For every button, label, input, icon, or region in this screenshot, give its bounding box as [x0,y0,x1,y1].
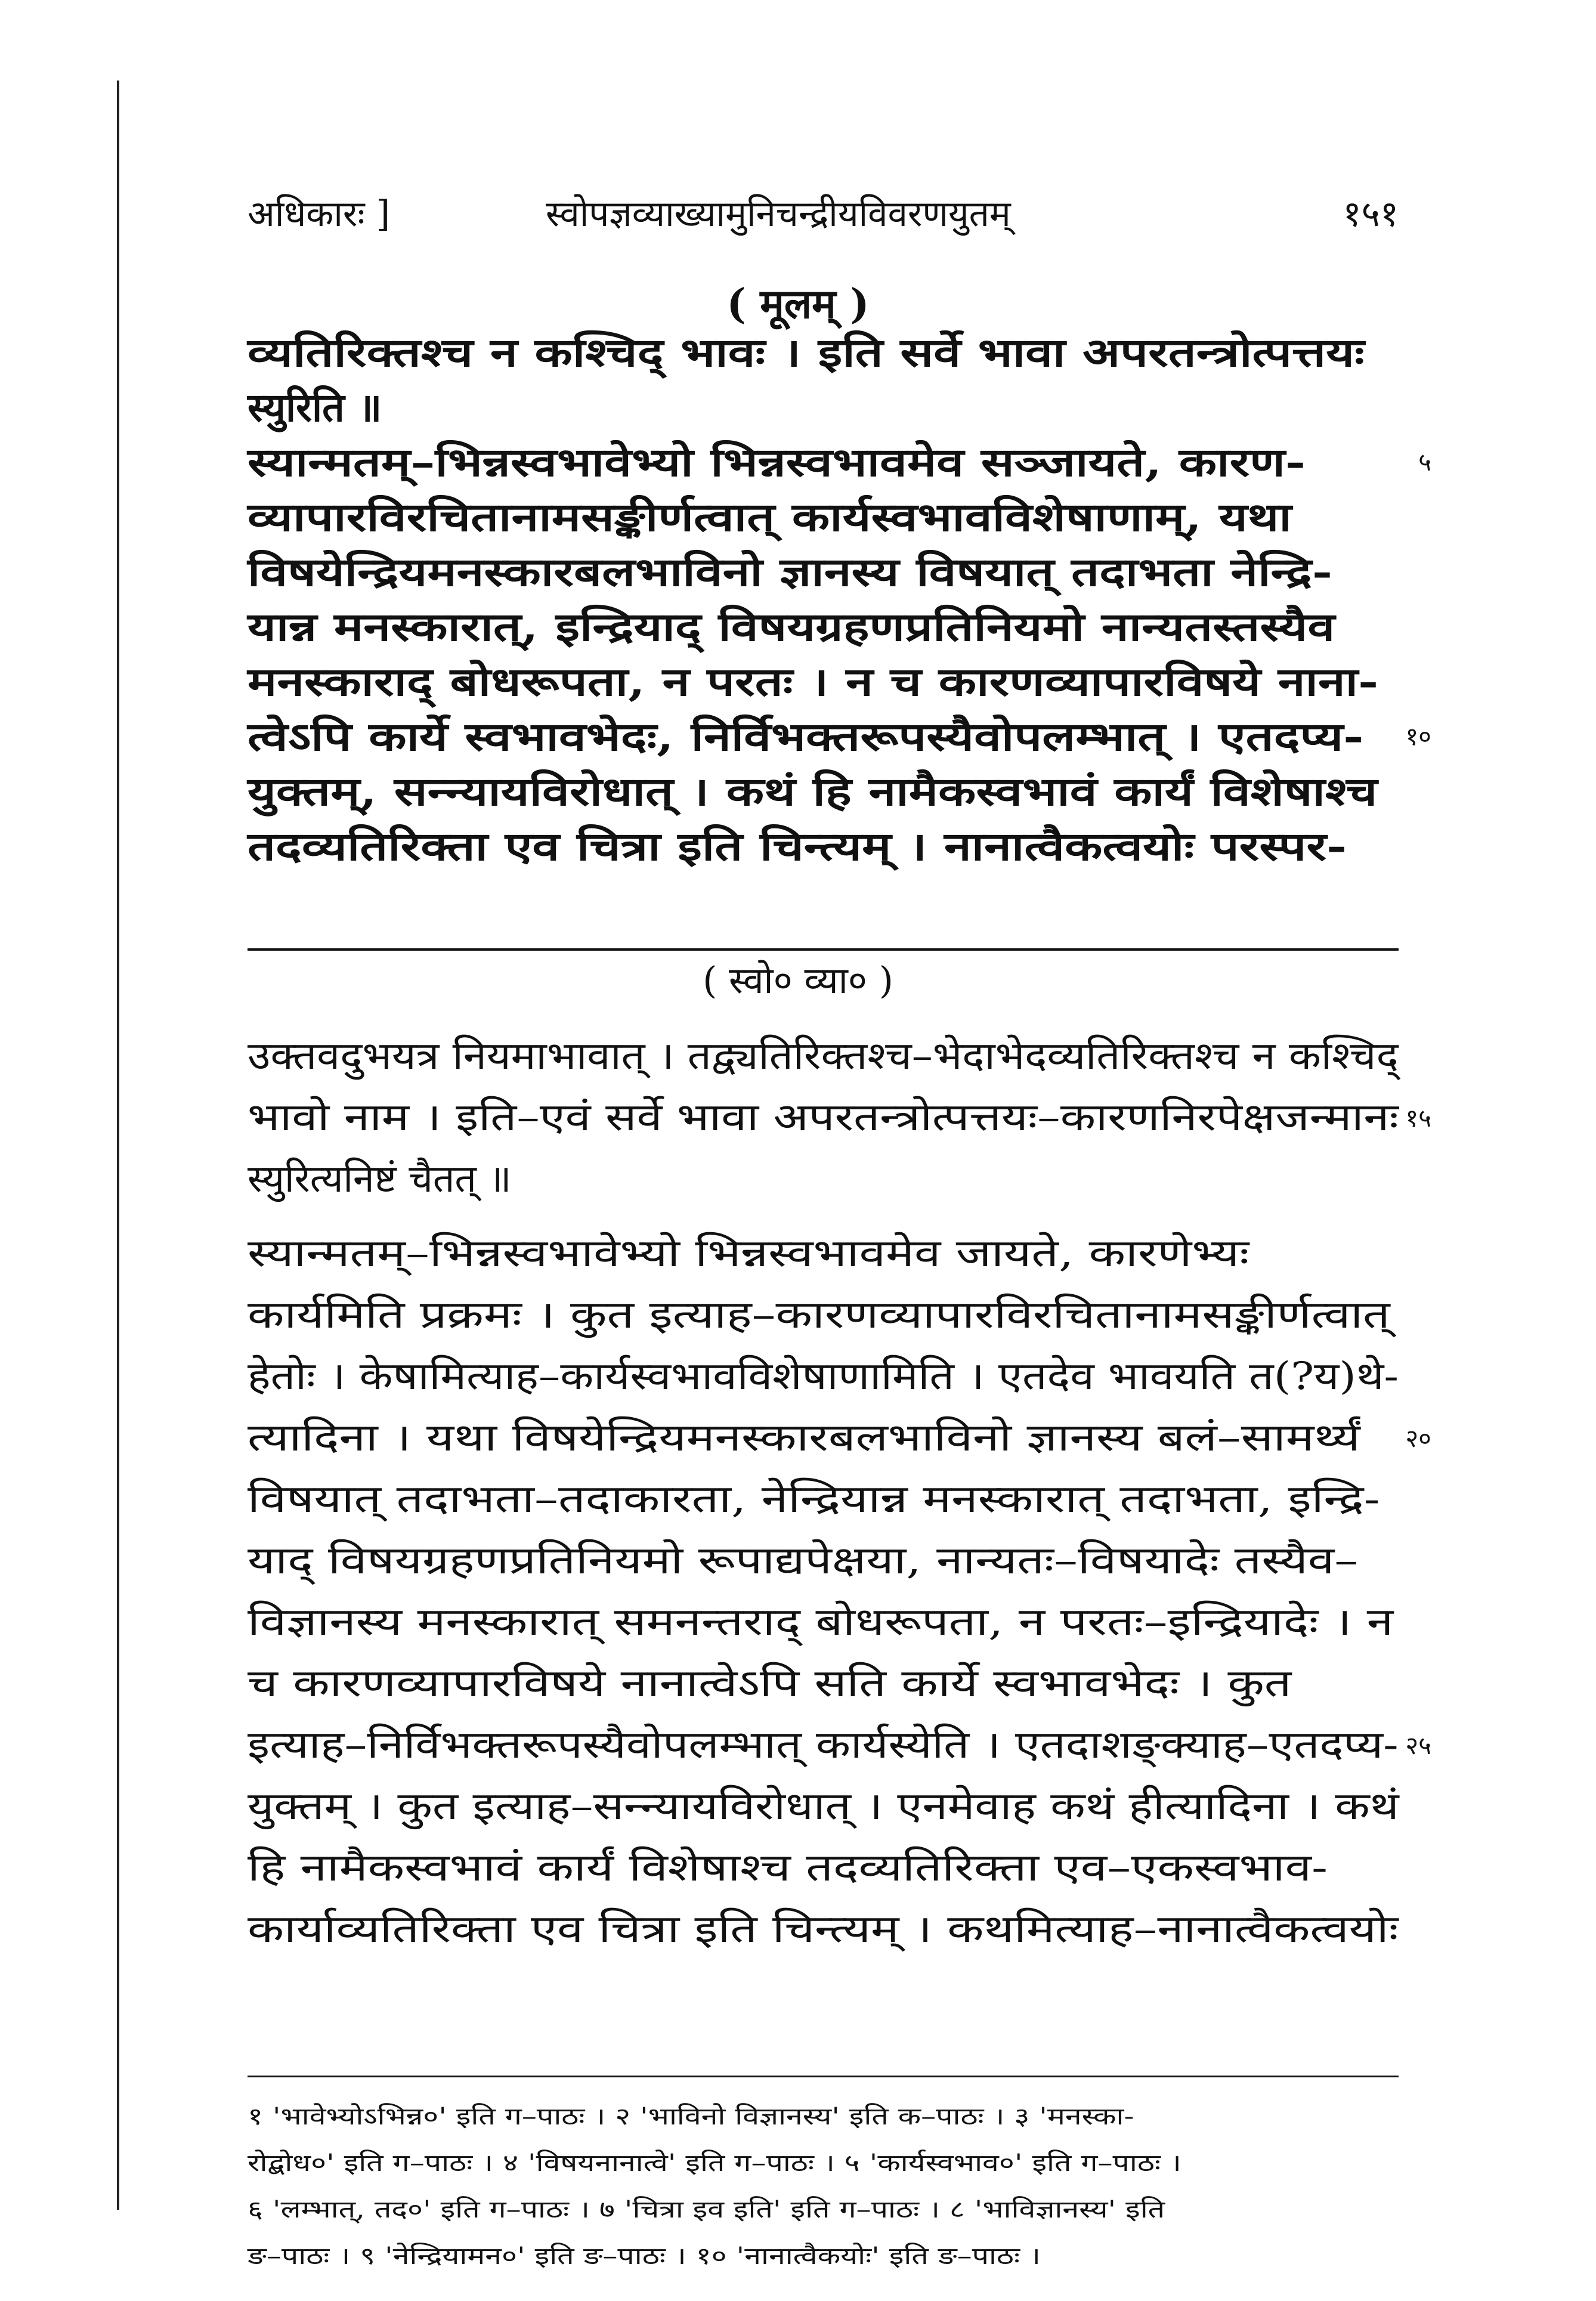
header-book-title: स्वोपज्ञव्याख्यामुनिचन्द्रीयविवरणयुतम् [546,193,1011,235]
text-line [248,764,1399,819]
line-number: १० [1405,722,1431,751]
paragraph-gap [248,1210,1399,1223]
binding-line [117,81,119,2210]
mula-text [248,325,1431,874]
text-line [248,1346,1399,1408]
text-line [248,1408,1431,1469]
line-text: स्युरित्यनिष्टं चैतत् ॥ [248,1157,512,1201]
text-line [248,435,1431,490]
commentary-text [248,1026,1431,1960]
footnotes [248,2093,1399,2280]
line-text: त्वेऽपि कार्ये स्वभावभेदः, निर्विभक्तरूपस्यैवोपलम्भात् । एतदप्य- [248,713,1364,760]
line-text: तदव्यतिरिक्ता एव चित्रा इति चिन्त्यम् । नानात्वैकत्वयोः परस्पर- [248,823,1347,870]
line-text: मनस्काराद् बोधरूपता, न परतः । न च कारणव्यापारविषये नाना- [248,658,1379,705]
text-line [248,1087,1431,1149]
text-line [248,709,1431,764]
text-line [248,545,1399,599]
running-header [248,188,1399,248]
text-line [248,1592,1399,1653]
line-text: कार्याव्यतिरिक्ता एव चित्रा इति चिन्त्यम् । कथमित्याह–नानात्वैकत्वयोः [248,1907,1399,1951]
section-divider [248,948,1399,951]
line-text: इत्याह–निर्विभक्तरूपस्यैवोपलम्भात् कार्यस्येति । एतदाशङ्क्याह–एतदप्य- [248,1723,1399,1767]
line-text: स्यान्मतम्–भिन्नस्वभावेभ्यो भिन्नस्वभावमेव सञ्जायते, कारण- [248,439,1306,485]
text-line [248,1026,1399,1087]
text-line [248,1469,1399,1530]
text-line [248,1776,1399,1838]
text-line [248,1223,1399,1285]
line-text: कार्यमिति प्रक्रमः । कुत इत्याह–कारणव्यापारविरचितानामसङ्कीर्णत्वात् [248,1293,1390,1337]
line-text: विषयात् तदाभता–तदाकारता, नेन्द्रियान्न मनस्कारात् तदाभता, इन्द्रि- [248,1477,1380,1521]
line-text: यान्न मनस्कारात्, इन्द्रियाद् विषयग्रहणप्रतिनियमो नान्यतस्तस्यैव [248,604,1335,650]
text-line [248,1530,1399,1592]
line-text: हेतोः । केषामित्याह–कार्यस्वभावविशेषाणामिति । एतदेव भावयति त(?य)थे- [248,1354,1399,1399]
line-text: स्यान्मतम्–भिन्नस्वभावेभ्यो भिन्नस्वभावमेव जायते, कारणेभ्यः [248,1232,1249,1276]
line-text: भावो नाम । इति–एवं सर्वे भावा अपरतन्त्रोत्पत्तयः–कारणनिरपेक्षजन्मानः [248,1096,1399,1140]
header-chapter: अधिकारः ] [248,193,391,235]
line-text: स्युरिति ॥ [248,384,382,431]
text-line [248,599,1399,654]
line-text: व्यतिरिक्तश्च न कश्चिद् भावः । इति सर्वे भावा अपरतन्त्रोत्पत्तयः [248,329,1365,376]
text-line [248,380,1399,435]
footnote-divider [248,2076,1399,2077]
line-text: च कारणव्यापारविषये नानात्वेऽपि सति कार्ये स्वभावभेदः । कुत [248,1662,1292,1706]
line-text: व्यापारविरचितानामसङ्कीर्णत्वात् कार्यस्वभावविशेषाणाम्, यथा [248,494,1292,540]
line-number: १५ [1405,1103,1431,1133]
text-line [248,1653,1399,1715]
line-text: विज्ञानस्य मनस्कारात् समनन्तराद् बोधरूपता, न परतः–इन्द्रियादेः । न [248,1600,1394,1644]
line-text: उक्तवदुभयत्र नियमाभावात् । तद्व्यतिरिक्तश्च–भेदाभेदव्यतिरिक्तश्च न कश्चिद् [248,1034,1399,1078]
mula-section-title: ( मूलम् ) [726,280,870,328]
commentary-section-title: ( स्वो० व्या० ) [703,958,893,1002]
text-line [248,654,1399,709]
line-text: त्यादिना । यथा विषयेन्द्रियमनस्कारबलभाविनो ज्ञानस्य बलं–सामर्थ्यं [248,1416,1360,1460]
footnote-line: रोद्बोध०' इति ग–पाठः । ४ 'विषयनानात्वे' इति ग–पाठः । ५ 'कार्यस्वभाव०' इति ग–पाठः । [248,2150,1181,2177]
line-text: युक्तम्, सन्न्यायविरोधात् । कथं हि नामैकस्वभावं कार्यं विशेषाश्च [248,768,1378,815]
text-line [248,819,1399,874]
footnote-line: १ 'भावेभ्योऽभिन्न०' इति ग–पाठः । २ 'भाविनो विज्ञानस्य' इति क–पाठः । ३ 'मनस्का- [248,2103,1134,2130]
line-number: २० [1405,1424,1431,1453]
text-line [248,1715,1431,1776]
footnote-line: ६ 'लम्भात्, तद०' इति ग–पाठः । ७ 'चित्रा इव इति' इति ग–पाठः । ८ 'भाविज्ञानस्य' इति [248,2196,1165,2223]
line-text: युक्तम् । कुत इत्याह–सन्न्यायविरोधात् । एनमेवाह कथं हीत्यादिना । कथं [248,1784,1399,1829]
text-line [248,1285,1399,1346]
text-line [248,1838,1399,1899]
text-line [248,1899,1399,1960]
line-number: ५ [1418,447,1431,477]
footnote-line: ङ–पाठः । ९ 'नेन्द्रियामन०' इति ङ–पाठः । १० 'नानात्वैकयोः' इति ङ–पाठः । [248,2243,1041,2270]
text-line [248,1149,1399,1210]
page-number: १५१ [1343,193,1399,235]
line-text: विषयेन्द्रियमनस्कारबलभाविनो ज्ञानस्य विषयात् तदाभता नेन्द्रि- [248,549,1333,595]
text-line [248,325,1399,380]
text-line [248,490,1399,545]
line-text: याद् विषयग्रहणप्रतिनियमो रूपाद्यपेक्षया, नान्यतः–विषयादेः तस्यैव– [248,1539,1359,1583]
line-text: हि नामैकस्वभावं कार्यं विशेषाश्च तदव्यतिरिक्ता एव–एकस्वभाव- [248,1846,1328,1890]
line-number: २५ [1405,1731,1431,1760]
